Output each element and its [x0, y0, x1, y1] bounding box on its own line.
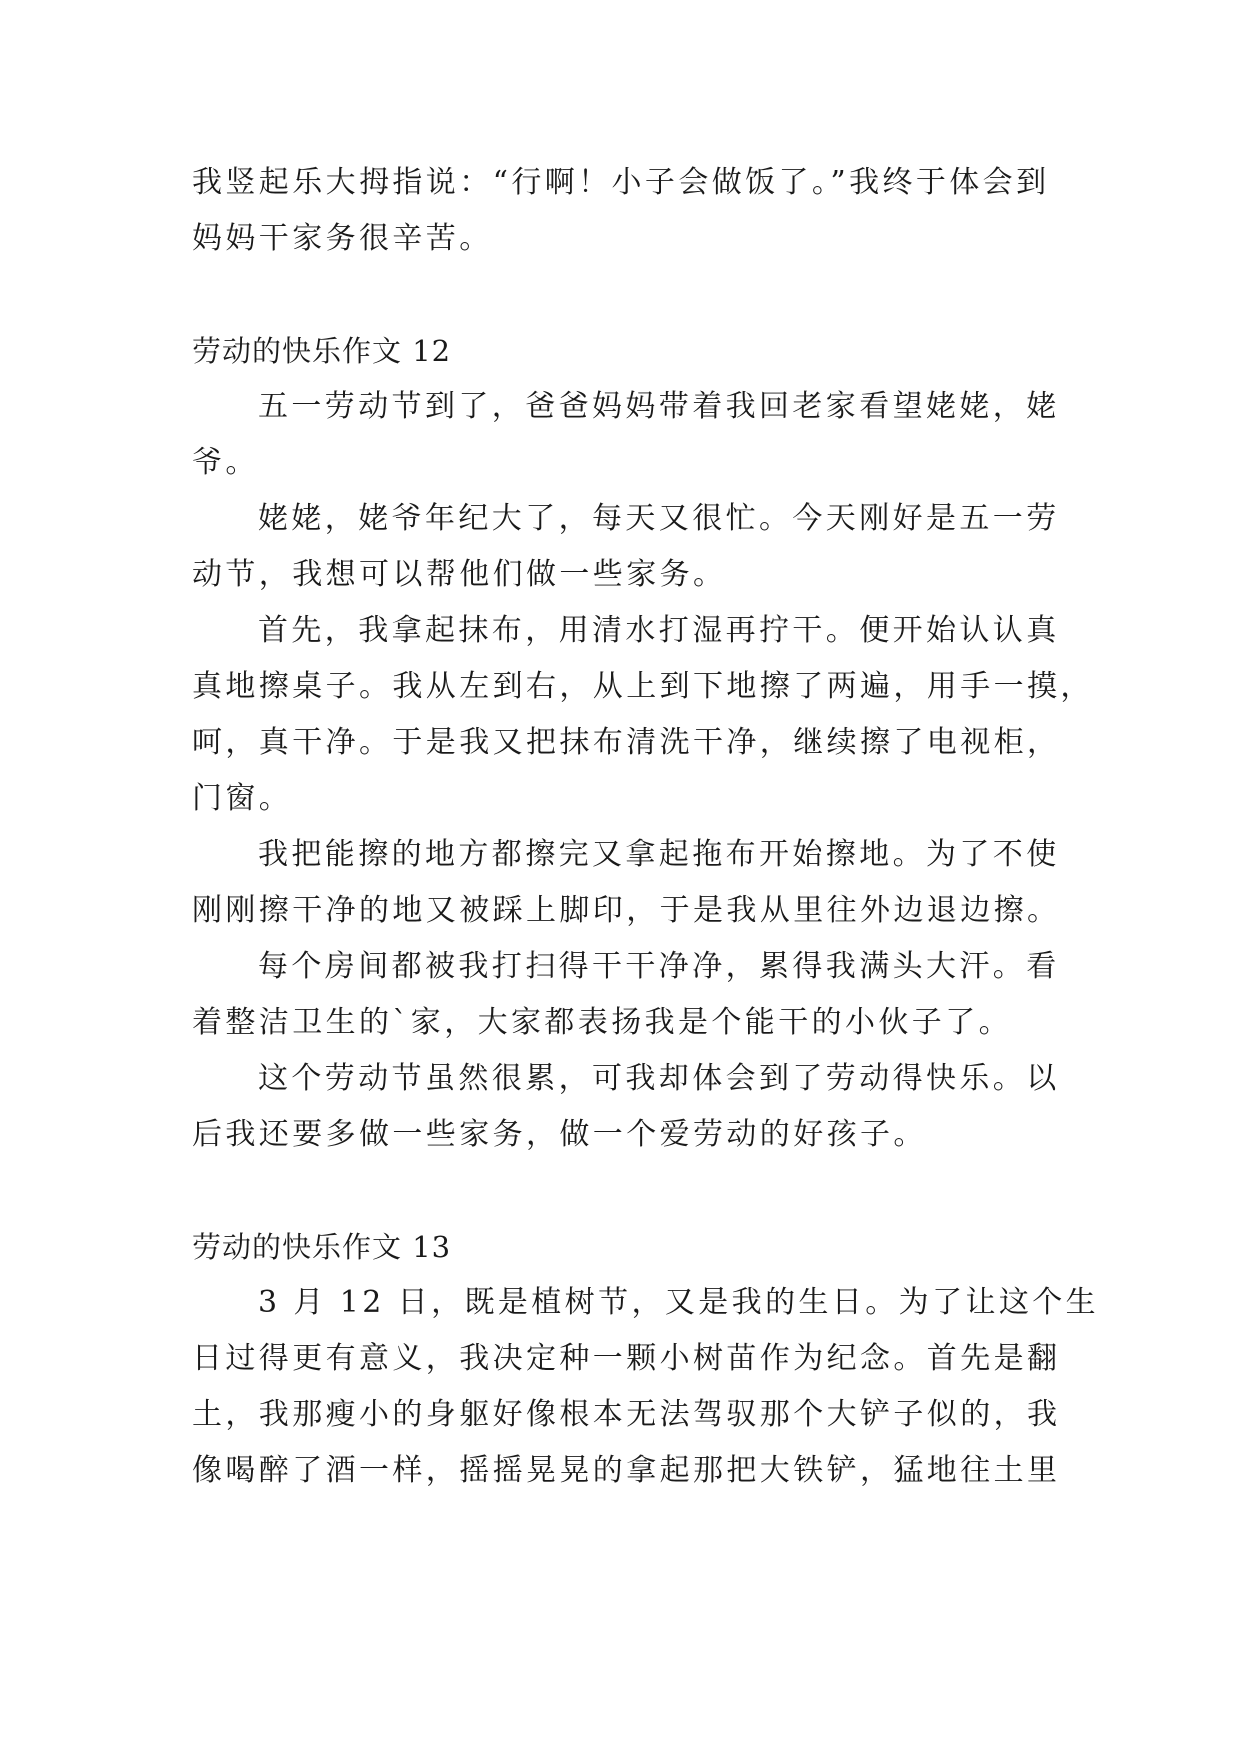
section-spacer: [192, 267, 1052, 323]
paragraph-line: 日过得更有意义，我决定种一颗小树苗作为纪念。首先是翻: [192, 1341, 1061, 1376]
paragraph-line: 我把能擦的地方都擦完又拿起拖布开始擦地。为了不使: [258, 837, 1060, 872]
paragraph-line: 动节，我想可以帮他们做一些家务。: [192, 557, 727, 592]
intro-paragraph: [192, 155, 1052, 267]
paragraph-line: 着整洁卫生的`家，大家都表扬我是个能干的小伙子了。: [192, 1005, 1012, 1040]
paragraph-line: 后我还要多做一些家务，做一个爱劳动的好孩子。: [192, 1117, 927, 1152]
paragraph: [192, 1051, 1060, 1163]
section-heading: 劳动的快乐作文 12: [192, 334, 452, 368]
paragraph-line: 真地擦桌子。我从左到右，从上到下地擦了两遍，用手一摸，: [192, 669, 1094, 704]
paragraph-line: 姥姥，姥爷年纪大了，每天又很忙。今天刚好是五一劳: [258, 501, 1060, 536]
paragraph-line: 这个劳动节虽然很累，可我却体会到了劳动得快乐。以: [258, 1061, 1060, 1096]
section-spacer: [192, 1163, 1052, 1219]
section-12: [192, 323, 1094, 1163]
paragraph-line: 妈妈干家务很辛苦。: [192, 221, 493, 256]
paragraph-line: 土，我那瘦小的身躯好像根本无法驾驭那个大铲子似的，我: [192, 1397, 1061, 1432]
paragraph-line: 像喝醉了酒一样，摇摇晃晃的拿起那把大铁铲，猛地往土里: [192, 1453, 1061, 1488]
document-body: [192, 155, 1100, 1499]
paragraph-line: 我竖起乐大拇指说：“行啊！小子会做饭了。”我终于体会到: [192, 165, 1050, 200]
paragraph-line: 首先，我拿起抹布，用清水打湿再拧干。便开始认认真: [258, 613, 1060, 648]
paragraph: [192, 939, 1060, 1051]
paragraph-line: 呵，真干净。于是我又把抹布清洗干净，继续擦了电视柜，: [192, 725, 1061, 760]
paragraph-line: 每个房间都被我打扫得干干净净，累得我满头大汗。看: [258, 949, 1060, 984]
paragraph-line: 3 月 12 日，既是植树节，又是我的生日。为了让这个生: [258, 1285, 1100, 1320]
paragraph: [192, 827, 1061, 939]
paragraph: [192, 491, 1060, 603]
paragraph: [192, 379, 1060, 491]
paragraph-line: 刚刚擦干净的地又被踩上脚印，于是我从里往外边退边擦。: [192, 893, 1061, 928]
paragraph-line: 爷。: [192, 445, 259, 480]
paragraph-line: 五一劳动节到了，爸爸妈妈带着我回老家看望姥姥，姥: [258, 389, 1060, 424]
paragraph-line: 门窗。: [192, 781, 293, 816]
section-heading: 劳动的快乐作文 13: [192, 1230, 452, 1264]
section-13: [192, 1219, 1100, 1499]
paragraph: [192, 603, 1094, 827]
paragraph: [192, 1275, 1100, 1499]
